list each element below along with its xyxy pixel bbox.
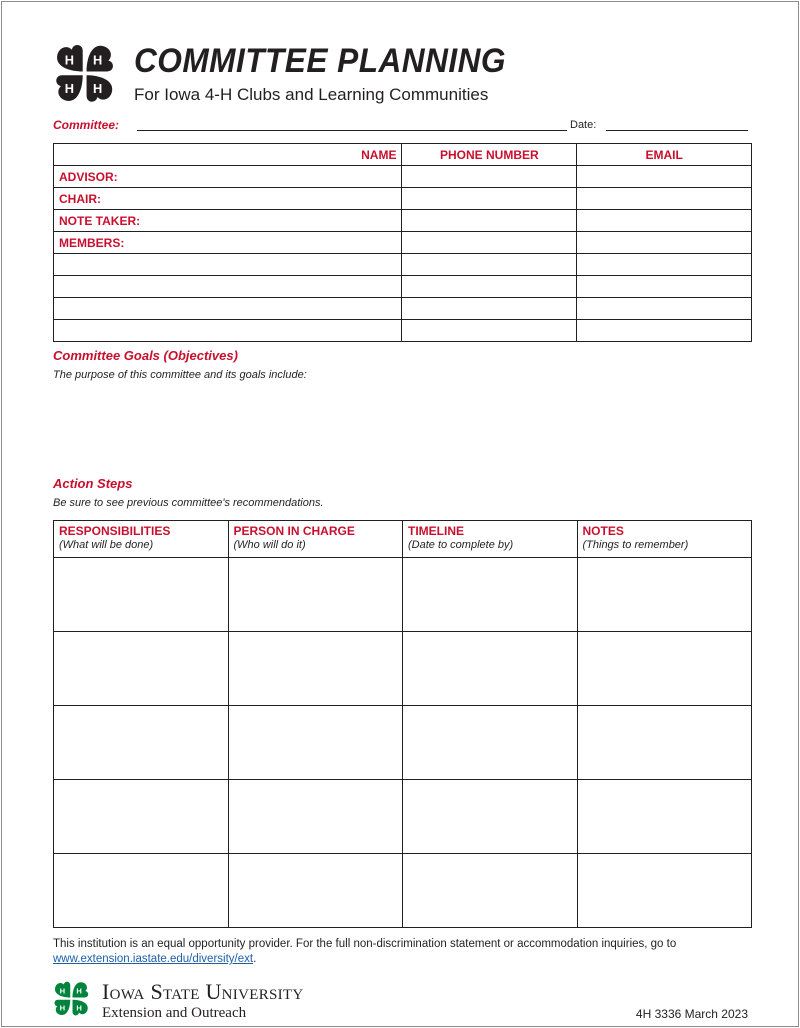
table-row <box>54 854 752 928</box>
diversity-link[interactable]: www.extension.iastate.edu/diversity/ext <box>53 953 254 965</box>
member-name-cell[interactable] <box>54 320 402 342</box>
action-cell[interactable] <box>577 706 752 780</box>
action-cell[interactable] <box>403 632 578 706</box>
phone-cell[interactable] <box>402 188 577 210</box>
table-row <box>54 632 752 706</box>
svg-text:H: H <box>92 81 103 97</box>
action-cell[interactable] <box>54 558 229 632</box>
svg-text:H: H <box>59 986 66 996</box>
table-row <box>54 166 752 188</box>
action-cell[interactable] <box>54 632 229 706</box>
page-title: COMMITTEE PLANNING <box>134 42 506 80</box>
action-cell[interactable] <box>54 706 229 780</box>
4h-clover-icon <box>52 42 116 106</box>
document-page <box>1 1 799 1027</box>
header-label: PERSON IN CHARGE <box>233 524 355 538</box>
phone-cell[interactable] <box>402 276 577 298</box>
university-name: Iowa State University <box>102 979 304 1004</box>
action-cell[interactable] <box>577 632 752 706</box>
svg-text:H: H <box>59 1003 66 1013</box>
action-cell[interactable] <box>228 780 403 854</box>
header-label: NOTES <box>582 524 624 538</box>
university-wordmark <box>102 979 304 1005</box>
role-advisor[interactable]: ADVISOR: <box>54 166 402 188</box>
email-cell[interactable] <box>577 276 752 298</box>
header-hint: (Things to remember) <box>582 539 689 551</box>
header-hint: (Who will do it) <box>233 539 306 551</box>
column-header-person-in-charge <box>228 521 403 558</box>
role-members[interactable]: MEMBERS: <box>54 232 402 254</box>
action-header-row <box>54 521 752 558</box>
action-steps-title: Action Steps <box>53 476 133 491</box>
extension-outreach-label: Extension and Outreach <box>102 1005 247 1021</box>
email-cell[interactable] <box>577 320 752 342</box>
table-row <box>54 706 752 780</box>
email-cell[interactable] <box>577 210 752 232</box>
table-row <box>54 298 752 320</box>
date-input-line[interactable] <box>606 130 748 131</box>
action-cell[interactable] <box>403 706 578 780</box>
svg-text:H: H <box>76 1003 82 1013</box>
action-cell[interactable] <box>54 854 229 928</box>
goals-section-title: Committee Goals (Objectives) <box>53 348 238 363</box>
table-row <box>54 254 752 276</box>
member-name-cell[interactable] <box>54 298 402 320</box>
column-header-notes <box>577 521 752 558</box>
publication-number: 4H 3336 March 2023 <box>635 1007 748 1021</box>
phone-cell[interactable] <box>402 254 577 276</box>
table-row <box>54 232 752 254</box>
column-header-name: NAME <box>54 144 402 166</box>
phone-cell[interactable] <box>402 320 577 342</box>
email-cell[interactable] <box>577 298 752 320</box>
member-name-cell[interactable] <box>54 276 402 298</box>
table-row <box>54 276 752 298</box>
4h-clover-icon <box>52 980 90 1018</box>
action-steps-table <box>53 520 752 928</box>
action-cell[interactable] <box>228 706 403 780</box>
committee-date-line <box>53 117 753 135</box>
email-cell[interactable] <box>577 166 752 188</box>
action-cell[interactable] <box>403 558 578 632</box>
date-label: Date: <box>570 119 597 131</box>
member-name-cell[interactable] <box>54 254 402 276</box>
email-cell[interactable] <box>577 188 752 210</box>
role-chair[interactable]: CHAIR: <box>54 188 402 210</box>
phone-cell[interactable] <box>402 210 577 232</box>
svg-text:H: H <box>64 81 75 97</box>
page-subtitle: For Iowa 4-H Clubs and Learning Communities <box>134 85 489 104</box>
action-cell[interactable] <box>403 854 578 928</box>
column-header-timeline <box>403 521 578 558</box>
nondiscrimination-statement <box>53 937 753 967</box>
phone-cell[interactable] <box>402 232 577 254</box>
action-cell[interactable] <box>54 780 229 854</box>
action-cell[interactable] <box>228 558 403 632</box>
statement-text: This institution is an equal opportunity provider. For the full non-discrimination statement or accommodation inquiries, go to <box>53 938 677 950</box>
table-row <box>54 188 752 210</box>
action-cell[interactable] <box>577 558 752 632</box>
statement-period: . <box>253 953 257 965</box>
action-cell[interactable] <box>228 632 403 706</box>
committee-input-line[interactable] <box>137 130 567 131</box>
role-note-taker[interactable]: NOTE TAKER: <box>54 210 402 232</box>
table-row <box>54 320 752 342</box>
phone-cell[interactable] <box>402 298 577 320</box>
svg-text:H: H <box>64 52 75 68</box>
table-row <box>54 558 752 632</box>
phone-cell[interactable] <box>402 166 577 188</box>
column-header-email: EMAIL <box>577 144 752 166</box>
column-header-phone: PHONE NUMBER <box>402 144 577 166</box>
email-cell[interactable] <box>577 254 752 276</box>
action-cell[interactable] <box>228 854 403 928</box>
committee-label: Committee: <box>53 118 120 132</box>
roster-table <box>53 143 752 342</box>
svg-text:H: H <box>76 986 82 996</box>
column-header-responsibilities <box>54 521 229 558</box>
action-steps-subtitle: Be sure to see previous committee's recommendations. <box>53 497 324 509</box>
goals-section-subtitle: The purpose of this committee and its goals include: <box>53 369 307 381</box>
action-cell[interactable] <box>403 780 578 854</box>
table-row <box>54 780 752 854</box>
roster-header-row <box>54 144 752 166</box>
goals-writing-area[interactable] <box>53 387 752 467</box>
table-row <box>54 210 752 232</box>
header-hint: (What will be done) <box>59 539 154 551</box>
header-label: TIMELINE <box>408 524 464 538</box>
email-cell[interactable] <box>577 232 752 254</box>
header-hint: (Date to complete by) <box>408 539 514 551</box>
svg-text:H: H <box>92 52 103 68</box>
header-label: RESPONSIBILITIES <box>59 524 171 538</box>
action-cell[interactable] <box>577 854 752 928</box>
action-cell[interactable] <box>577 780 752 854</box>
